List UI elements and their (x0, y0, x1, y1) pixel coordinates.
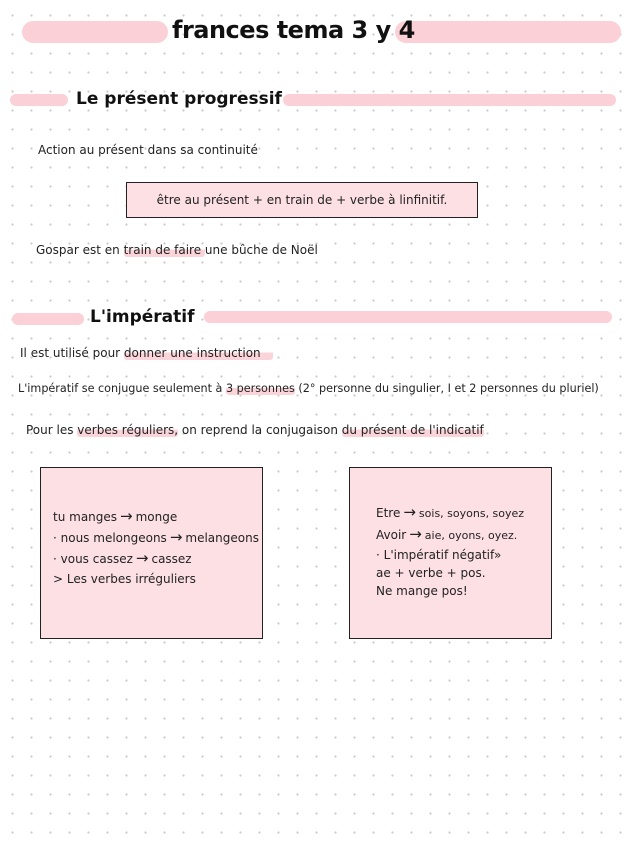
section2-conjugation (18, 381, 599, 397)
section2-heading: L'impératif (90, 307, 195, 327)
box-right-line-4: ae + verbe + pos. (376, 566, 486, 580)
title-decor-left (22, 21, 168, 43)
regular-highlight-2: du présent de l'indicatif (341, 423, 484, 437)
box-right-line-2 (376, 524, 551, 546)
page-title: frances tema 3 y 4 (172, 16, 415, 44)
usage-text-before: Il est utilisé pour (20, 346, 124, 360)
example-text-after: une bûche de Noël (204, 243, 318, 257)
section1-decor-right (283, 94, 616, 106)
box-right-line-1 (376, 502, 551, 524)
regular-text-middle: on reprend la conjugaison (178, 423, 342, 437)
conjugation-text-before: L'impératif se conjugue seulement à (18, 382, 226, 395)
box-right-line-5: Ne mange pos! (376, 584, 468, 598)
box-right-line-1-verb: Etre (376, 506, 401, 520)
regular-verbs-box (40, 467, 263, 639)
section1-heading: Le présent progressif (76, 89, 282, 109)
box-left-line-1-imperative: monge (135, 510, 178, 524)
arrow-right-icon: → (169, 528, 183, 546)
box-left-line-1-verb: tu manges (53, 510, 118, 524)
box-left-line-2-imperative: melangeons (185, 531, 259, 545)
example-text-before: Gospar est en (36, 243, 124, 257)
box-right-line-1-imperative: sois, soyons, soyez (418, 507, 525, 520)
conjugation-text-after: (2° personne du singulier, I et 2 personnes du pluriel) (294, 382, 599, 395)
formula-box (126, 182, 478, 218)
title-decor-right (395, 21, 621, 43)
box-left-line-1 (53, 506, 262, 527)
arrow-right-icon: → (120, 507, 133, 525)
regular-highlight-1: verbes réguliers, (77, 423, 179, 437)
section1-decor-left (10, 94, 68, 106)
box-left-line-4: > Les verbes irréguliers (53, 572, 196, 586)
regular-text-before: Pour les (26, 423, 78, 437)
irregular-verbs-box (349, 467, 552, 639)
usage-highlight: donner une instruction (124, 346, 273, 360)
box-left-line-3-verb: · vous cassez (53, 552, 133, 566)
arrow-right-icon: → (135, 549, 149, 567)
box-left-line-2 (53, 527, 262, 548)
box-left-line-2-verb: · nous melongeons (53, 531, 167, 545)
section1-example (36, 242, 318, 258)
section2-decor-left (12, 313, 84, 325)
box-right-line-2-imperative: aie, oyons, oyez. (424, 529, 518, 542)
section2-usage (20, 345, 273, 361)
arrow-right-icon: → (409, 525, 422, 543)
box-left-line-3-imperative: cassez (151, 552, 192, 566)
formula-text: être au présent + en train de + verbe à linfinitif. (156, 193, 448, 207)
section1-description: Action au présent dans sa continuité (38, 143, 258, 157)
arrow-right-icon: → (403, 503, 416, 521)
example-highlight: train de faire (123, 243, 205, 257)
section2-regular (26, 422, 484, 438)
section2-decor-right (204, 311, 612, 323)
conjugation-highlight: 3 personnes (225, 382, 295, 395)
box-right-line-2-verb: Avoir (376, 528, 407, 542)
box-left-line-3 (53, 548, 262, 569)
box-right-line-3: · L'impératif négatif» (376, 548, 502, 562)
